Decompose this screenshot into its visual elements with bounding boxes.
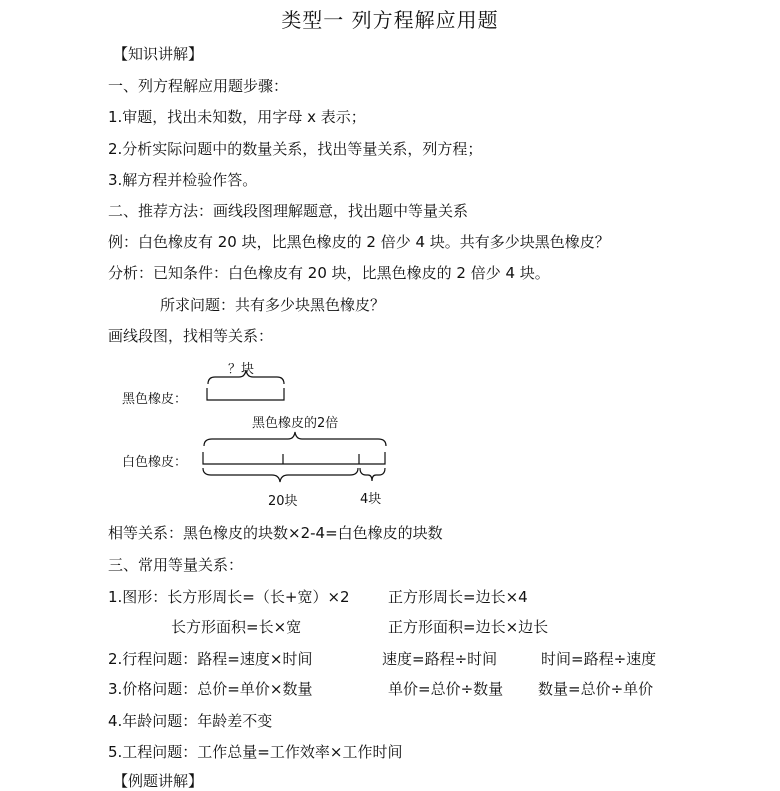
- relation-row-5-col-1: 4.年龄问题：年龄差不变: [108, 712, 273, 730]
- relation-row-4-col-3: 数量=总价÷单价: [538, 680, 654, 698]
- relation-row-2-col-2: 正方形面积=边长×边长: [388, 618, 549, 636]
- relation-row-3-col-1: 2.行程问题：路程=速度×时间: [108, 650, 313, 668]
- unknown-label: ？块: [228, 362, 255, 377]
- analysis-text: 分析：已知条件：白色橡皮有 20 块，比黑色橡皮的 2 倍少 4 块。: [108, 264, 550, 282]
- part1-heading: 一、列方程解应用题步骤：: [108, 77, 289, 95]
- white-count-label: 20块: [268, 494, 298, 509]
- example-text: 例：白色橡皮有 20 块，比黑色橡皮的 2 倍少 4 块。共有多少块黑色橡皮？: [108, 233, 610, 251]
- part2-heading: 二、推荐方法：画线段图理解题意，找出题中等量关系: [108, 202, 469, 220]
- step-1: 1.审题，找出未知数，用字母 x 表示；: [108, 108, 366, 126]
- step-2: 2.分析实际问题中的数量关系，找出等量关系，列方程；: [108, 140, 483, 158]
- diff-count-label: 4块: [360, 492, 382, 507]
- draw-prompt: 画线段图，找相等关系：: [108, 327, 274, 345]
- white-segment: [203, 452, 385, 464]
- relation-row-3-col-2: 速度=路程÷时间: [382, 650, 498, 668]
- white-eraser-label: 白色橡皮：: [122, 455, 188, 470]
- diff-count-brace: [360, 468, 385, 481]
- relation-row-3-col-3: 时间=路程÷速度: [541, 650, 657, 668]
- relation-text: 相等关系：黑色橡皮的块数×2-4=白色橡皮的块数: [108, 524, 443, 542]
- relation-row-2-col-1: 长方形面积=长×宽: [171, 618, 302, 636]
- page-title: 类型一 列方程解应用题: [281, 8, 499, 32]
- section-knowledge-heading: 【知识讲解】: [113, 45, 204, 63]
- step-3: 3.解方程并检验作答。: [108, 171, 258, 189]
- white-count-brace: [203, 468, 358, 482]
- relation-row-6-col-1: 5.工程问题：工作总量=工作效率×工作时间: [108, 743, 403, 761]
- relation-row-1-col-2: 正方形周长=边长×4: [388, 588, 528, 606]
- relation-row-1-col-1: 1.图形：长方形周长=（长+宽）×2: [108, 588, 350, 606]
- relation-row-4-col-1: 3.价格问题：总价=单价×数量: [108, 680, 313, 698]
- question-text: 所求问题：共有多少块黑色橡皮？: [160, 296, 386, 314]
- part3-heading: 三、常用等量关系：: [108, 556, 244, 574]
- double-brace: [204, 432, 386, 446]
- section-examples-heading: 【例题讲解】: [113, 772, 204, 790]
- black-eraser-label: 黑色橡皮：: [122, 392, 188, 407]
- relation-row-4-col-2: 单价=总价÷数量: [388, 680, 504, 698]
- black-segment: [207, 388, 284, 400]
- double-label: 黑色橡皮的2倍: [252, 416, 339, 431]
